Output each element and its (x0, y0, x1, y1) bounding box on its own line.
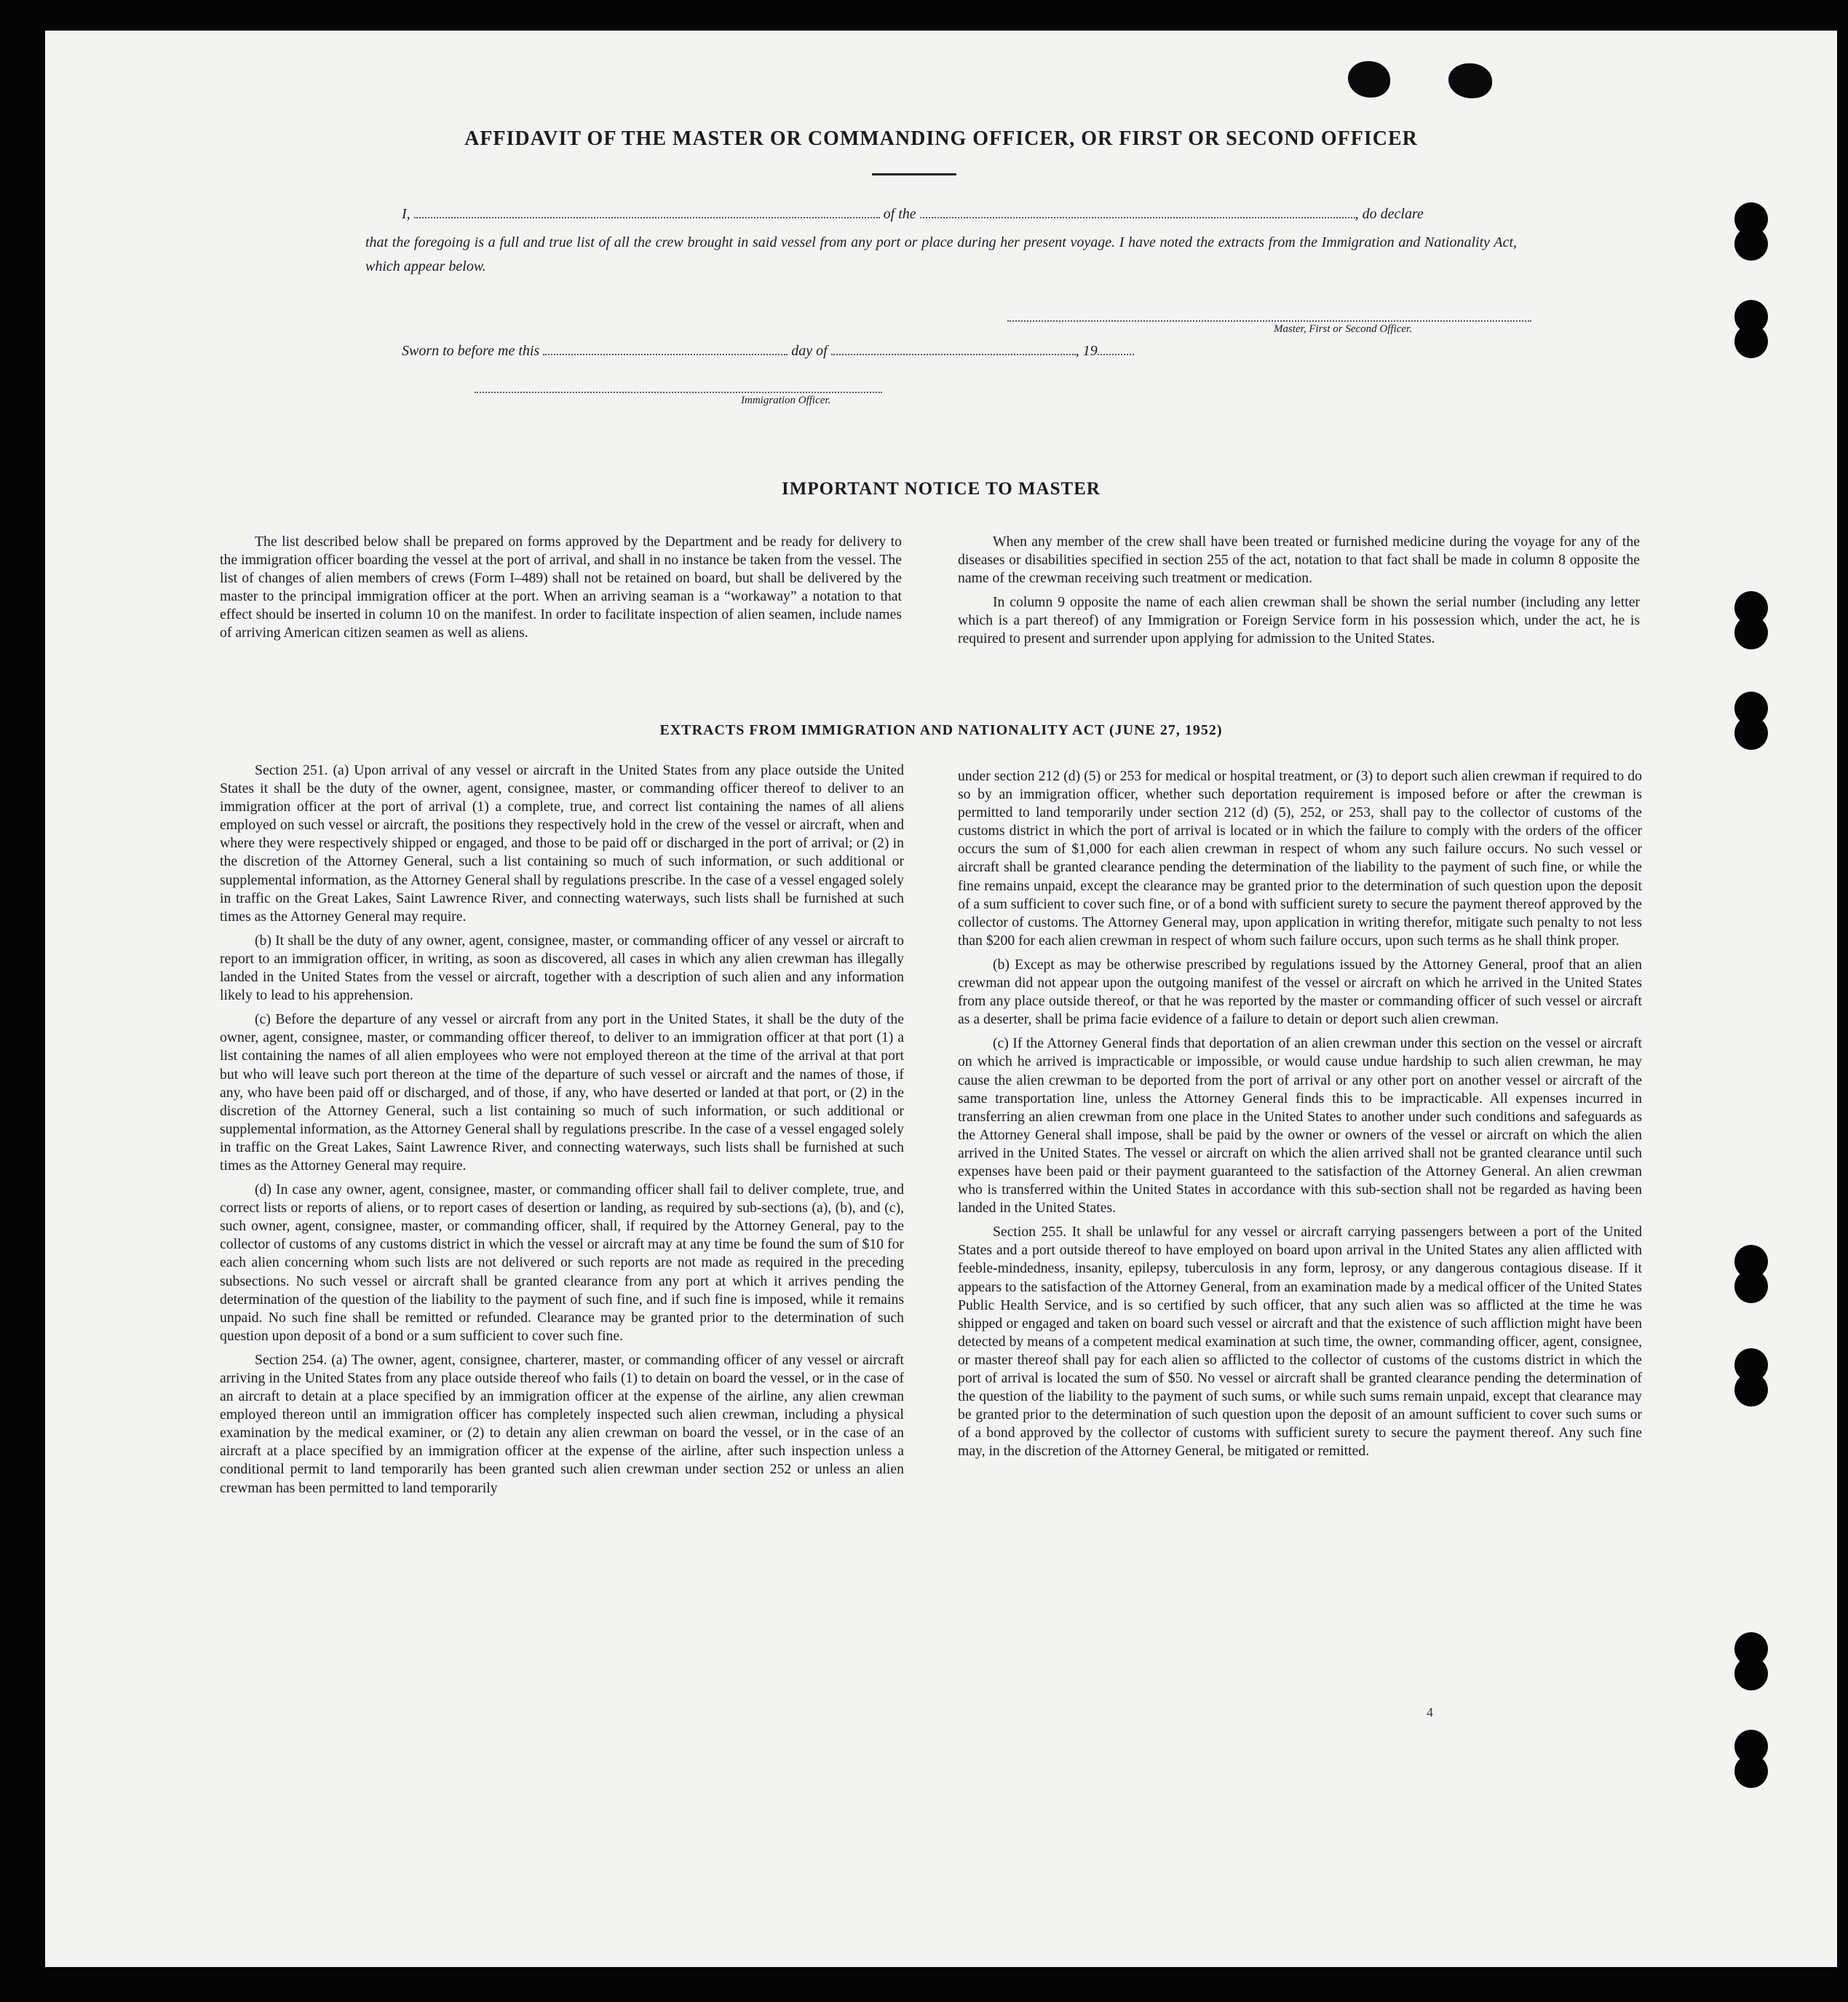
section-254-c: (c) If the Attorney General finds that deportation of an alien crewman under this section on the vessel or aircraft on which he arrived is impracticable or impossible, or would cause undue hardship to such alien crewman, he may cause the alien crewman to be deported from the port of arrival or any other port on another vessel or aircraft of the same transportation line, unless the Attorney General finds this to be impracticable. All expenses incurred in transferring an alien crewman from one place in the United States to another under such conditions and safeguards as the Attorney General shall impose, shall be paid by the owner or owners of the vessel or aircraft on which the alien arrived in the United States. The vessel or aircraft on which the alien arrived shall not be granted clearance until such expenses have been paid or their payment guaranteed to the satisfaction of the Attorney General. An alien crewman who is transferred within the United States in accordance with this sub-section shall not be regarded as having been landed in the United States. (958, 1035, 1642, 1216)
extracts-right-column (958, 767, 1642, 1466)
officer-caption: Immigration Officer. (741, 395, 831, 406)
notice-left-column (220, 533, 902, 649)
notice-title: IMPORTANT NOTICE TO MASTER (782, 479, 1101, 499)
ink-blot (1348, 61, 1390, 98)
section-254-a-continued: under section 212 (d) (5) or 253 for medical or hospital treatment, or (3) to deport such alien crewman if required to do so by an immigration officer, whether such deportation requirement is imposed before or after the crewman is permitted to land temporarily under section 212 (d) (5), 252, or 253, shall pay to the collector of customs of the customs district in which the port of arrival is located or in which the failure to comply with the orders of the officer occurs the sum of $1,000 for each alien crewman in respect of whom any such failure occurs. No such vessel or aircraft shall be granted clearance pending the determination of the liability to the payment of such fine, or while the fine remains unpaid, except the clearance may be granted prior to the determination of such question upon the deposit of a sum sufficient to cover such fine, or of a bond with sufficient surety to secure the payment thereof approved by the collector of customs. The Attorney General may, upon application in writing therefor, mitigate such penalty to not less than $200 for each alien crewman in respect of whom such failure occurs, upon such terms as he shall think proper. (958, 768, 1642, 949)
declaration-line (402, 205, 1424, 223)
extracts-title: EXTRACTS FROM IMMIGRATION AND NATIONALITY ACT (JUNE 27, 1952) (659, 722, 1223, 738)
declaration-of-the: of the (883, 206, 916, 222)
section-255: Section 255. It shall be unlawful for any vessel or aircraft carrying passengers between a port of the United States and a port outside thereof to have employed on board upon arrival in the United States any alien afflicted with feeble-mindedness, insanity, epilepsy, tuberculosis in any form, leprosy, or any dangerous contagious disease. If it appears to the satisfaction of the Attorney General, from an examination made by a medical officer of the United States Public Health Service, and is so certified by such officer, that any such alien was so afflicted at the time he was shipped or engaged and taken on board such vessel or aircraft and that the existence of such affliction might have been detected by means of a competent medical examination at such time, the owner, commanding officer, agent, consignee, or master thereof shall pay for each alien so afflicted to the collector of customs of the customs district in which the port of arrival is located the sum of $50. No vessel or aircraft shall be granted clearance pending the determination of the question of the liability to the payment of such sums, or while such sums remain unpaid, except that clearance may be granted prior to the determination of such question upon the deposit of an amount sufficient to cover such sums or of a bond approved by the collector of customs with sufficient surety to secure the payment thereof. Any such fine may, in the discretion of the Attorney General, be mitigated or remitted. (958, 1224, 1642, 1460)
year-prefix: , 19 (1075, 343, 1098, 359)
affidavit-title: AFFIDAVIT OF THE MASTER OR COMMANDING OFFICER, OR FIRST OR SECOND OFFICER (464, 127, 1418, 150)
vessel-blank[interactable] (920, 205, 1355, 218)
binder-hole (1734, 227, 1768, 261)
notice-right-paragraph-1: When any member of the crew shall have been treated or furnished medicine during the voyage for any of the diseases or disabilities specified in section 255 of the act, notation to that fact shall be made in column 8 opposite the name of the crewman receiving such treatment or medication. (958, 534, 1640, 587)
binder-hole (1734, 1754, 1768, 1788)
notice-left-paragraph: The list described below shall be prepared on forms approved by the Department and be ready for delivery to the immigration officer boarding the vessel at the port of arrival, and shall in no instance be taken from the vessel. The list of changes of alien members of crews (Form I–489) shall not be retained on board, but shall be delivered by the master to the principal immigration officer at the port. When an arriving seaman is a “workaway” a notation to that effect should be inserted in column 10 on the manifest. In order to facilitate inspection of alien seamen, include names of arriving American citizen seamen as well as aliens. (220, 534, 902, 641)
sworn-day-blank[interactable] (543, 342, 788, 355)
officer-signature-line[interactable] (475, 392, 882, 393)
binder-hole (1734, 616, 1768, 649)
section-251-d: (d) In case any owner, agent, consignee, master, or commanding officer shall fail to deliver complete, true, and correct lists or reports of aliens, or to report cases of desertion or landing, as required by sub-sections (a), (b), and (c), such owner, agent, consignee, master, or commanding officer, shall, if required by the Attorney General, pay to the collector of customs of any customs district in which the vessel or aircraft may at any time be found the sum of $10 for each alien concerning whom such lists are not delivered or such reports are not made as required in the preceding subsections. No such vessel or aircraft shall be granted clearance from any port at which it arrives pending the determination of the question of the liability to the payment of such fine, and if such fine is imposed, while it remains unpaid. No such fine shall be remitted or refunded. Clearance may be granted prior to the determination of such question upon deposit of a bond or a sum sufficient to cover such fine. (220, 1182, 904, 1344)
title-rule (872, 173, 956, 175)
sworn-year-blank[interactable] (1098, 342, 1134, 355)
master-signature-line[interactable] (1007, 320, 1531, 322)
document-page (45, 31, 1837, 1967)
extracts-left-column (220, 761, 904, 1503)
section-251-a: Section 251. (a) Upon arrival of any vessel or aircraft in the United States from any place outside the United States it shall be the duty of the owner, agent, consignee, master, or commanding officer thereof to deliver to an immigration officer at the port of arrival (1) a complete, true, and correct list containing the names of all aliens employed on such vessel or aircraft, the positions they respectively hold in the crew of the vessel or aircraft, when and where they were respectively shipped or engaged, and those to be paid off or discharged in the port of arrival; or (2) in the discretion of the Attorney General, such a list containing so much of such information, or such additional or supplemental information, as the Attorney General shall by regulations prescribe. In the case of a vessel engaged solely in traffic on the Great Lakes, Saint Lawrence River, and connecting waterways, such lists shall be furnished at such times as the Attorney General may require. (220, 762, 904, 925)
stray-mark: 4 (1427, 1705, 1433, 1720)
sworn-line (402, 342, 1134, 360)
binder-hole (1734, 1657, 1768, 1690)
binder-hole (1734, 1270, 1768, 1303)
binder-hole (1734, 325, 1768, 358)
notice-right-column (958, 533, 1640, 654)
section-251-b: (b) It shall be the duty of any owner, agent, consignee, master, or commanding officer of any vessel or aircraft to report to an immigration officer, in writing, as soon as discovered, all cases in which any alien crewman has illegally landed in the United States from the vessel or aircraft, together with a description of such alien and any information likely to lead to his apprehension. (220, 932, 904, 1004)
declaration-declare: , do declare (1355, 206, 1424, 222)
section-254-a: Section 254. (a) The owner, agent, consignee, charterer, master, or commanding officer of any vessel or aircraft arriving in the United States from any place outside thereof who fails (1) to detain on board the vessel, or in the case of an aircraft to detain at a place specified by an immigration officer at the expense of the airline, any alien crewman employed thereon until an immigration officer has completely inspected such alien crewman, including a physical examination by the medical examiner, or (2) to detain any alien crewman on board the vessel, or in the case of an aircraft at a place specified by an immigration officer at the expense of the airline, after such inspection unless a conditional permit to land temporarily has been granted such alien crewman under section 252 or unless an alien crewman has been permitted to land temporarily (220, 1351, 904, 1496)
day-of-label: day of (791, 343, 828, 359)
section-251-c: (c) Before the departure of any vessel or aircraft from any port in the United States, it shall be the duty of the owner, agent, consignee, master, or commanding officer thereof, to deliver to an immigration officer at that port (1) a list containing the names of all alien employees who were not employed thereon at the time of the arrival at that port but who will leave such port thereon at the time of the departure of such vessel or aircraft and the names of those, if any, who have been paid off or discharged, and of those, if any, who have deserted or landed at that port, or (2) in the discretion of the Attorney General, such a list containing so much of such information, or such additional or supplemental information, as the Attorney General shall by regulations prescribe. In the case of a vessel engaged solely in traffic on the Great Lakes, Saint Lawrence River, and connecting waterways, such lists shall be furnished at such times as the Attorney General may require. (220, 1011, 904, 1174)
declaration-body: that the foregoing is a full and true list of all the crew brought in said vessel from any port or place during her present voyage. I have noted the extracts from the Immigration and Nationality Act, which appear below. (365, 234, 1517, 274)
notice-right-paragraph-2: In column 9 opposite the name of each alien crewman shall be shown the serial number (including any letter which is a part thereof) of any Immigration or Foreign Service form in his possession which, under the act, he is required to present and surrender upon applying for admission to the United States. (958, 594, 1640, 647)
sworn-month-blank[interactable] (831, 342, 1076, 355)
section-254-b: (b) Except as may be otherwise prescribed by regulations issued by the Attorney General, proof that an alien crewman did not appear upon the outgoing manifest of the vessel or aircraft on which he arrived in the United States from any place outside thereof, or that he was reported by the master or commanding officer of such vessel or aircraft as a deserter, shall be prima facie evidence of a failure to detain or deport such alien crewman. (958, 956, 1642, 1028)
master-caption: Master, First or Second Officer. (1274, 323, 1412, 335)
declaration-i: I, (402, 206, 411, 222)
ink-blot (1448, 63, 1492, 98)
sworn-label: Sworn to before me this (402, 343, 540, 359)
binder-hole (1734, 1373, 1768, 1406)
name-blank[interactable] (414, 205, 880, 218)
